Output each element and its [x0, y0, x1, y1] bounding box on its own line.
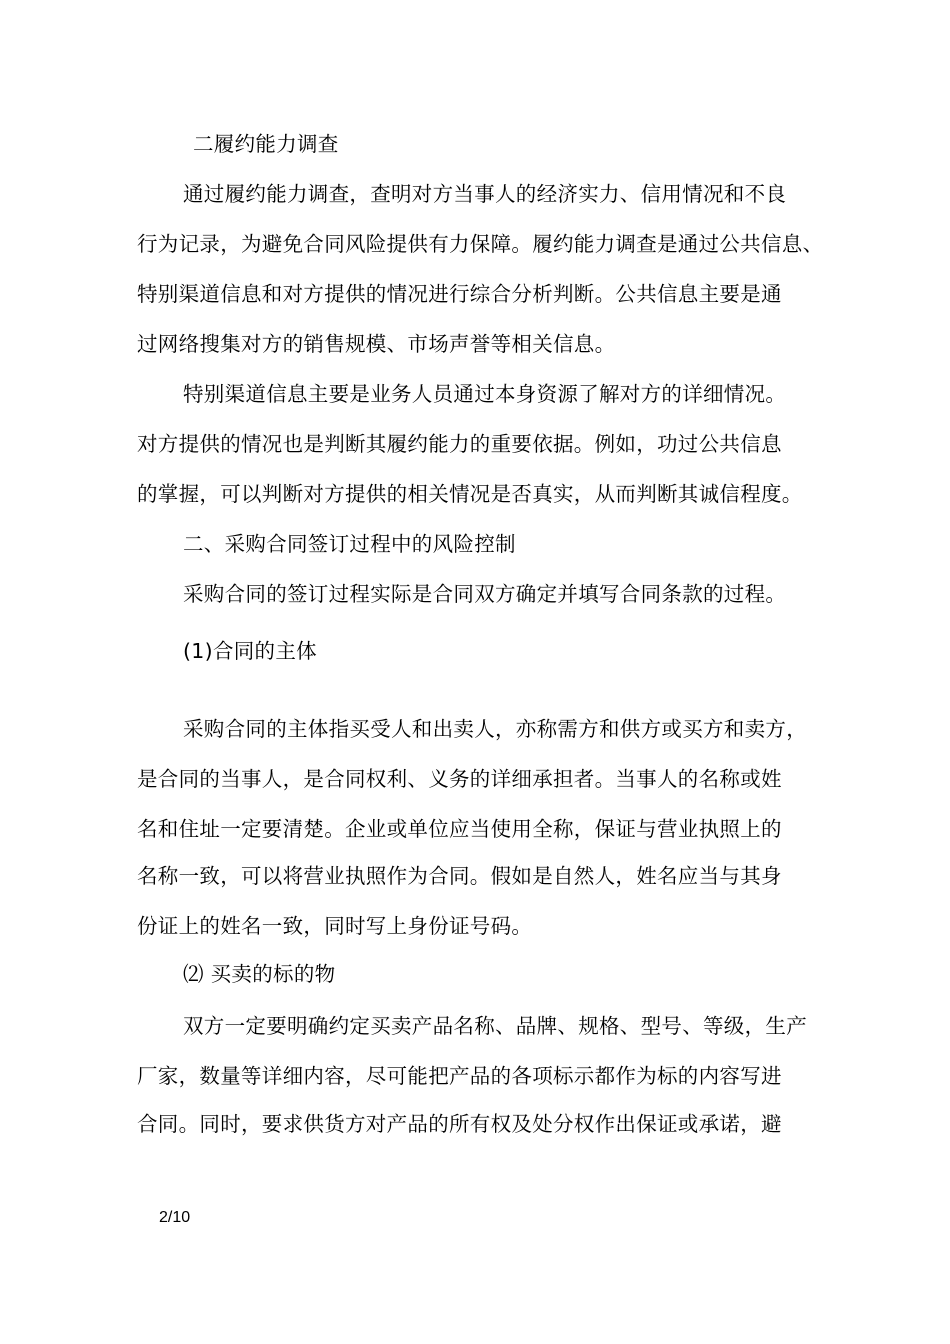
- paragraph-line: 特别渠道信息主要是业务人员通过本身资源了解对方的详细情况。: [183, 382, 787, 406]
- paragraph-line: 通过履约能力调查，查明对方当事人的经济实力、信用情况和不良: [183, 182, 787, 206]
- section-heading-risk-control: 二、采购合同签订过程中的风险控制: [183, 532, 516, 556]
- paragraph-line: 合同。同时，要求供货方对产品的所有权及处分权作出保证或承诺，避: [137, 1112, 782, 1136]
- paragraph-line: 名称一致，可以将营业执照作为合同。假如是自然人，姓名应当与其身: [137, 864, 782, 888]
- paragraph-line: 采购合同的主体指买受人和出卖人，亦称需方和供方或买方和卖方，: [183, 717, 807, 741]
- section-heading-performance-ability: 二履约能力调查: [193, 132, 339, 156]
- paragraph-line: 份证上的姓名一致，同时写上身份证号码。: [137, 914, 533, 938]
- paragraph-line: 是合同的当事人，是合同权利、义务的详细承担者。当事人的名称或姓: [137, 767, 782, 791]
- paragraph-line: 特别渠道信息和对方提供的情况进行综合分析判断。公共信息主要是通: [137, 282, 782, 306]
- page-number: 2/10: [159, 1209, 191, 1226]
- subheading-contract-subject: (1)合同的主体: [183, 639, 317, 663]
- paragraph-line: 行为记录，为避免合同风险提供有力保障。履约能力调查是通过公共信息、: [137, 232, 824, 256]
- paragraph-line: 厂家，数量等详细内容，尽可能把产品的各项标示都作为标的内容写进: [137, 1064, 782, 1088]
- paragraph-line: 双方一定要明确约定买卖产品名称、品牌、规格、型号、等级，生产: [183, 1014, 807, 1038]
- paragraph-line: 名和住址一定要清楚。企业或单位应当使用全称，保证与营业执照上的: [137, 817, 782, 841]
- paragraph-line: 过网络搜集对方的销售规模、市场声誉等相关信息。: [137, 332, 616, 356]
- paragraph-line: 采购合同的签订过程实际是合同双方确定并填写合同条款的过程。: [183, 582, 787, 606]
- subheading-subject-matter: ⑵ 买卖的标的物: [183, 962, 336, 986]
- paragraph-line: 对方提供的情况也是判断其履约能力的重要依据。例如，功过公共信息: [137, 432, 782, 456]
- paragraph-line: 的掌握，可以判断对方提供的相关情况是否真实，从而判断其诚信程度。: [137, 482, 803, 506]
